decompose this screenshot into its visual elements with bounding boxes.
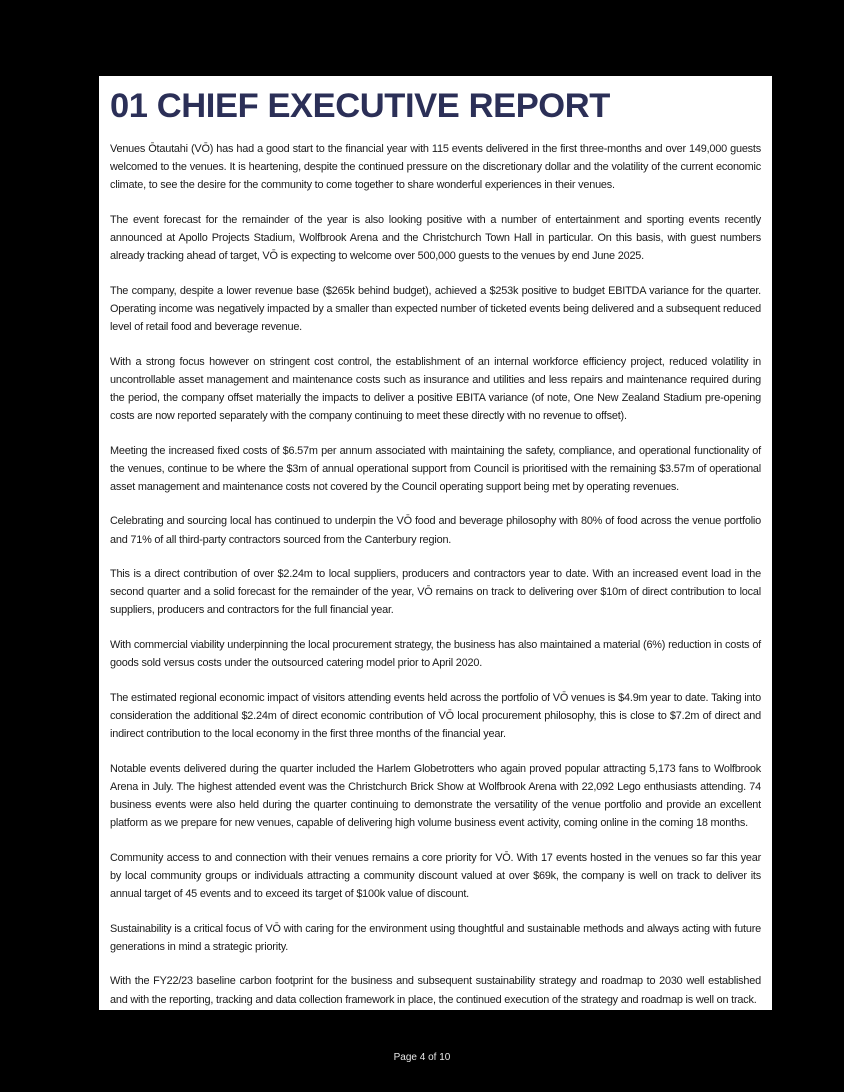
page-title: 01 CHIEF EXECUTIVE REPORT — [110, 87, 610, 125]
paragraph-10: Notable events delivered during the quarter included the Harlem Globetrotters who again proved popular attracting 5,173 fans to Wolfbrook Arena in July. The highest attended event was the Christchurch Brick Show at Wolfbrook Arena with 22,092 Lego enthusiasts attending. 74 business events were also held during the quarter continuing to demonstrate the versatility of the venue portfolio and provide an excellent platform as we prepare for new venues, capable of delivering high volume business event activity, coming online in the coming 18 months. — [110, 762, 761, 830]
report-body — [110, 140, 761, 1009]
paragraph-3: The company, despite a lower revenue base ($265k behind budget), achieved a $253k positive to budget EBITDA variance for the quarter. Operating income was negatively impacted by a smaller than expected number of ticketed events being delivered and a subsequent reduced level of retail food and beverage revenue. — [110, 284, 761, 333]
document-page — [99, 76, 772, 1010]
paragraph-11: Community access to and connection with their venues remains a core priority for VŌ. With 17 events hosted in the venues so far this year by local community groups or individuals attracting a community discount valued at over $69k, the company is well on track to deliver its annual target of 45 events and to exceed its target of $100k value of discount. — [110, 851, 761, 900]
page-number: Page 4 of 10 — [393, 1052, 451, 1063]
paragraph-13: With the FY22/23 baseline carbon footprint for the business and subsequent sustainability strategy and roadmap to 2030 well established and with the reporting, tracking and data collection framework in place, the continued execution of the strategy and roadmap is well on track. — [110, 975, 761, 1006]
paragraph-8: With commercial viability underpinning the local procurement strategy, the business has also maintained a material (6%) reduction in costs of goods sold versus costs under the outsourced catering model prior to April 2020. — [110, 639, 761, 670]
paragraph-7: This is a direct contribution of over $2.24m to local suppliers, producers and contractors year to date. With an increased event load in the second quarter and a solid forecast for the remainder of the year, VŌ remains on track to delivering over $10m of direct contribution to local suppliers, producers and contractors for the full financial year. — [110, 568, 761, 617]
paragraph-9: The estimated regional economic impact of visitors attending events held across the portfolio of VŌ venues is $4.9m year to date. Taking into consideration the additional $2.24m of direct economic contribution of VŌ local procurement philosophy, this is close to $7.2m of direct and indirect contribution to the local economy in the first three months of the financial year. — [110, 691, 761, 741]
paragraph-1: Venues Ōtautahi (VŌ) has had a good start to the financial year with 115 events delivered in the first three-months and over 149,000 guests welcomed to the venues. It is heartening, despite the continued pressure on the discretionary dollar and the volatility of the current economic climate, to see the desire for the community to come together to share wonderful experiences in their venues. — [110, 143, 761, 192]
paragraph-12: Sustainability is a critical focus of VŌ with caring for the environment using thoughtful and sustainable methods and always acting with future generations in mind a strategic priority. — [110, 922, 761, 953]
paragraph-4: With a strong focus however on stringent cost control, the establishment of an internal workforce efficiency project, reduced volatility in uncontrollable asset management and maintenance costs such as insurance and utilities and less repairs and maintenance required during the period, the company offset materially the impacts to deliver a positive EBITA variance (of note, One New Zealand Stadium pre-opening costs are now reported separately with the company continuing to meet these directly with no revenue to offset). — [110, 355, 761, 422]
paragraph-6: Celebrating and sourcing local has continued to underpin the VŌ food and beverage philosophy with 80% of food across the venue portfolio and 71% of all third-party contractors sourced from the Canterbury region. — [110, 515, 761, 546]
paragraph-5: Meeting the increased fixed costs of $6.57m per annum associated with maintaining the safety, compliance, and operational functionality of the venues, continue to be where the $3m of annual operational support from Council is prioritised with the remaining $3.57m of operational asset management and maintenance costs not covered by the Council operating support being met by operating revenues. — [110, 444, 761, 493]
paragraph-2: The event forecast for the remainder of the year is also looking positive with a number of entertainment and sporting events recently announced at Apollo Projects Stadium, Wolfbrook Arena and the Christchurch Town Hall in particular. On this basis, with guest numbers already tracking ahead of target, VŌ is expecting to welcome over 500,000 guests to the venues by end June 2025. — [110, 213, 761, 263]
